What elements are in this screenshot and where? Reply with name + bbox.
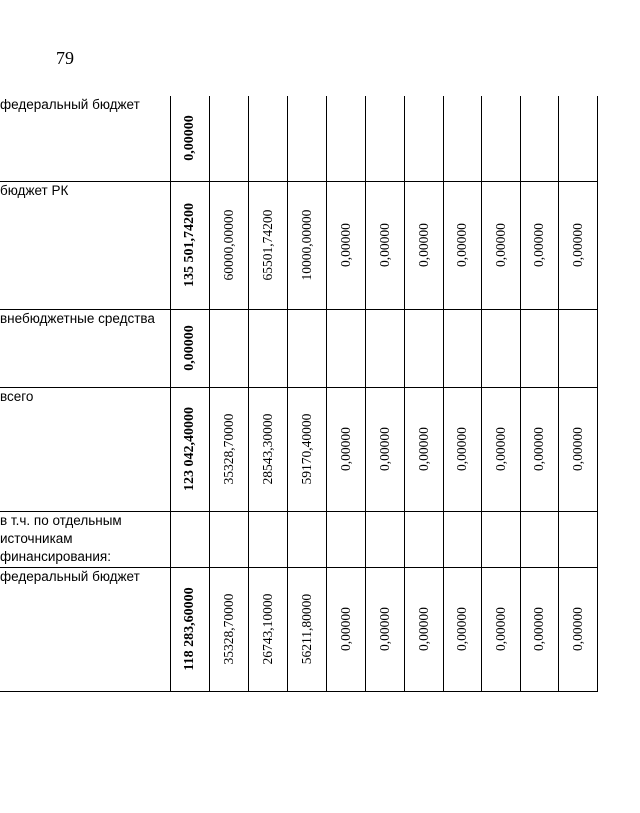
value-cell: [558, 96, 597, 181]
cell-value: 60000,00000: [220, 209, 236, 281]
cell-value: 0,00000: [492, 607, 508, 651]
value-cell: [326, 96, 365, 181]
value-cell: [520, 309, 558, 387]
value-cell: [209, 96, 248, 181]
cell-value: 10000,00000: [298, 209, 314, 281]
value-cell: [365, 567, 404, 691]
cell-value: 0,00000: [492, 223, 508, 267]
value-cell: [404, 309, 443, 387]
value-cell: [248, 511, 287, 567]
value-cell: [558, 567, 597, 691]
row-label: бюджет РК: [0, 181, 170, 309]
cell-value: 0,00000: [376, 607, 392, 651]
value-cell: [520, 567, 558, 691]
cell-value: 0,00000: [415, 427, 431, 471]
value-cell: [209, 511, 248, 567]
value-cell: [558, 511, 597, 567]
row-label: всего: [0, 387, 170, 511]
value-cell: [209, 387, 248, 511]
value-cell: [481, 511, 520, 567]
value-cell: [481, 387, 520, 511]
value-cell: [520, 387, 558, 511]
cell-value: 0,00000: [454, 223, 469, 267]
row-label: в т.ч. по отдельным источникам финансирования:: [0, 511, 170, 567]
cell-value: 0,00000: [492, 427, 508, 471]
value-cell: [365, 309, 404, 387]
value-cell: [248, 567, 287, 691]
total-cell: [170, 387, 209, 511]
value-cell: [520, 511, 558, 567]
cell-value: 0,00000: [569, 223, 585, 267]
table-row: [0, 309, 597, 387]
value-cell: [287, 511, 326, 567]
value-cell: [326, 309, 365, 387]
total-cell: [170, 181, 209, 309]
value-cell: [443, 309, 481, 387]
value-cell: [287, 181, 326, 309]
value-cell: [443, 567, 481, 691]
value-cell: [404, 387, 443, 511]
value-cell: [558, 309, 597, 387]
cell-value: 0,00000: [376, 427, 392, 471]
cell-value: 0,00000: [415, 607, 431, 651]
financing-table: [0, 96, 598, 692]
cell-value: 0,00000: [337, 427, 353, 471]
value-cell: [326, 387, 365, 511]
total-value: 0,00000: [181, 325, 197, 371]
cell-value: 56211,80000: [298, 593, 314, 665]
value-cell: [481, 567, 520, 691]
value-cell: [287, 96, 326, 181]
total-value: 123 042,40000: [181, 407, 197, 491]
value-cell: [209, 181, 248, 309]
value-cell: [520, 96, 558, 181]
value-cell: [443, 511, 481, 567]
value-cell: [248, 96, 287, 181]
row-label: федеральный бюджет: [0, 96, 170, 181]
total-value: 118 283,60000: [181, 587, 197, 671]
value-cell: [248, 309, 287, 387]
cell-value: 0,00000: [454, 427, 469, 471]
total-value: 0,00000: [181, 115, 197, 161]
value-cell: [248, 387, 287, 511]
cell-value: 65501,74200: [259, 209, 275, 281]
value-cell: [481, 181, 520, 309]
value-cell: [365, 96, 404, 181]
value-cell: [520, 181, 558, 309]
table-row: [0, 511, 597, 567]
value-cell: [443, 181, 481, 309]
cell-value: 0,00000: [531, 427, 546, 471]
row-label: внебюджетные средства: [0, 309, 170, 387]
total-cell: [170, 511, 209, 567]
value-cell: [209, 309, 248, 387]
cell-value: 28543,30000: [259, 413, 275, 485]
value-cell: [287, 309, 326, 387]
cell-value: 0,00000: [454, 607, 469, 651]
cell-value: 0,00000: [531, 607, 546, 651]
value-cell: [248, 181, 287, 309]
value-cell: [365, 387, 404, 511]
value-cell: [404, 96, 443, 181]
cell-value: 0,00000: [531, 223, 546, 267]
row-label: федеральный бюджет: [0, 567, 170, 691]
cell-value: 0,00000: [376, 223, 392, 267]
value-cell: [326, 181, 365, 309]
cell-value: 26743,10000: [259, 593, 275, 665]
cell-value: 35328,70000: [220, 593, 236, 665]
table-row: [0, 181, 597, 309]
total-cell: [170, 309, 209, 387]
page-number: 79: [56, 48, 74, 68]
cell-value: 0,00000: [569, 427, 585, 471]
table-row: [0, 96, 597, 181]
value-cell: [481, 96, 520, 181]
table-row: [0, 387, 597, 511]
value-cell: [404, 511, 443, 567]
value-cell: [481, 309, 520, 387]
cell-value: 0,00000: [569, 607, 585, 651]
value-cell: [326, 511, 365, 567]
value-cell: [287, 387, 326, 511]
cell-value: 35328,70000: [220, 413, 236, 485]
value-cell: [365, 181, 404, 309]
value-cell: [287, 567, 326, 691]
total-value: 135 501,74200: [181, 203, 197, 287]
cell-value: 59170,40000: [298, 413, 314, 485]
value-cell: [404, 567, 443, 691]
value-cell: [558, 387, 597, 511]
value-cell: [558, 181, 597, 309]
total-cell: [170, 96, 209, 181]
total-cell: [170, 567, 209, 691]
cell-value: 0,00000: [337, 223, 353, 267]
value-cell: [365, 511, 404, 567]
cell-value: 0,00000: [337, 607, 353, 651]
value-cell: [326, 567, 365, 691]
cell-value: 0,00000: [415, 223, 431, 267]
value-cell: [443, 387, 481, 511]
value-cell: [404, 181, 443, 309]
table-row: [0, 567, 597, 691]
value-cell: [209, 567, 248, 691]
value-cell: [443, 96, 481, 181]
